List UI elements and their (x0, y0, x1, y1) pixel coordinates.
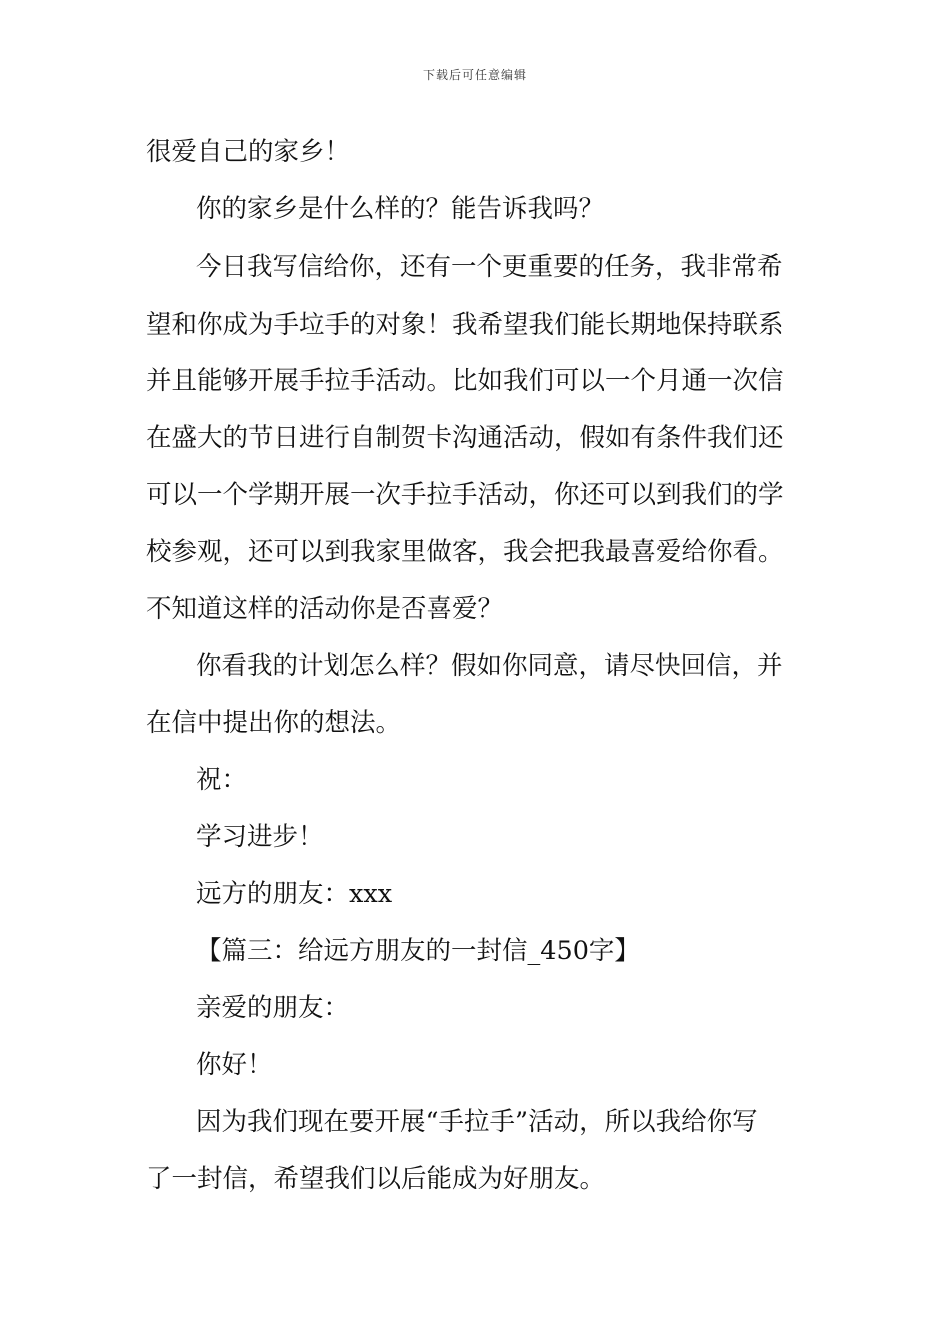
text-line: 你看我的计划怎么样？假如你同意，请尽快回信，并 (196, 651, 783, 681)
text-line: 学习进步！ (196, 822, 324, 852)
text-line: 了一封信，希望我们以后能成为好朋友。 (146, 1164, 606, 1194)
text-line: 并且能够开展手拉手活动。比如我们可以一个月通一次信 (146, 366, 784, 396)
text-line: 在盛大的节日进行自制贺卡沟通活动，假如有条件我们还 (146, 423, 784, 453)
text-line: 今日我写信给你，还有一个更重要的任务，我非常希 (196, 252, 783, 282)
text-line: 很爱自己的家乡！ (146, 137, 351, 167)
text-line: 祝： (196, 765, 248, 795)
text-line: 亲爱的朋友： (196, 993, 350, 1023)
header-note: 下载后可任意编辑 (422, 68, 527, 82)
text-line: 你的家乡是什么样的？能告诉我吗？ (196, 194, 605, 224)
text-line: 校参观，还可以到我家里做客，我会把我最喜爱给你看。 (146, 537, 784, 567)
text-line: 远方的朋友：xxx (196, 879, 393, 909)
text-line: 在信中提出你的想法。 (146, 708, 402, 738)
text-line: 不知道这样的活动你是否喜爱？ (146, 594, 504, 624)
text-line: 你好！ (196, 1050, 273, 1080)
section-heading: 【篇三：给远方朋友的一封信_450字】 (196, 936, 640, 966)
text-line: 望和你成为手垃手的对象！我希望我们能长期地保持联系 (146, 310, 784, 340)
text-line: 因为我们现在要开展“手拉手”活动，所以我给你写 (196, 1107, 758, 1137)
text-line: 可以一个学期开展一次手拉手活动，你还可以到我们的学 (146, 480, 784, 510)
